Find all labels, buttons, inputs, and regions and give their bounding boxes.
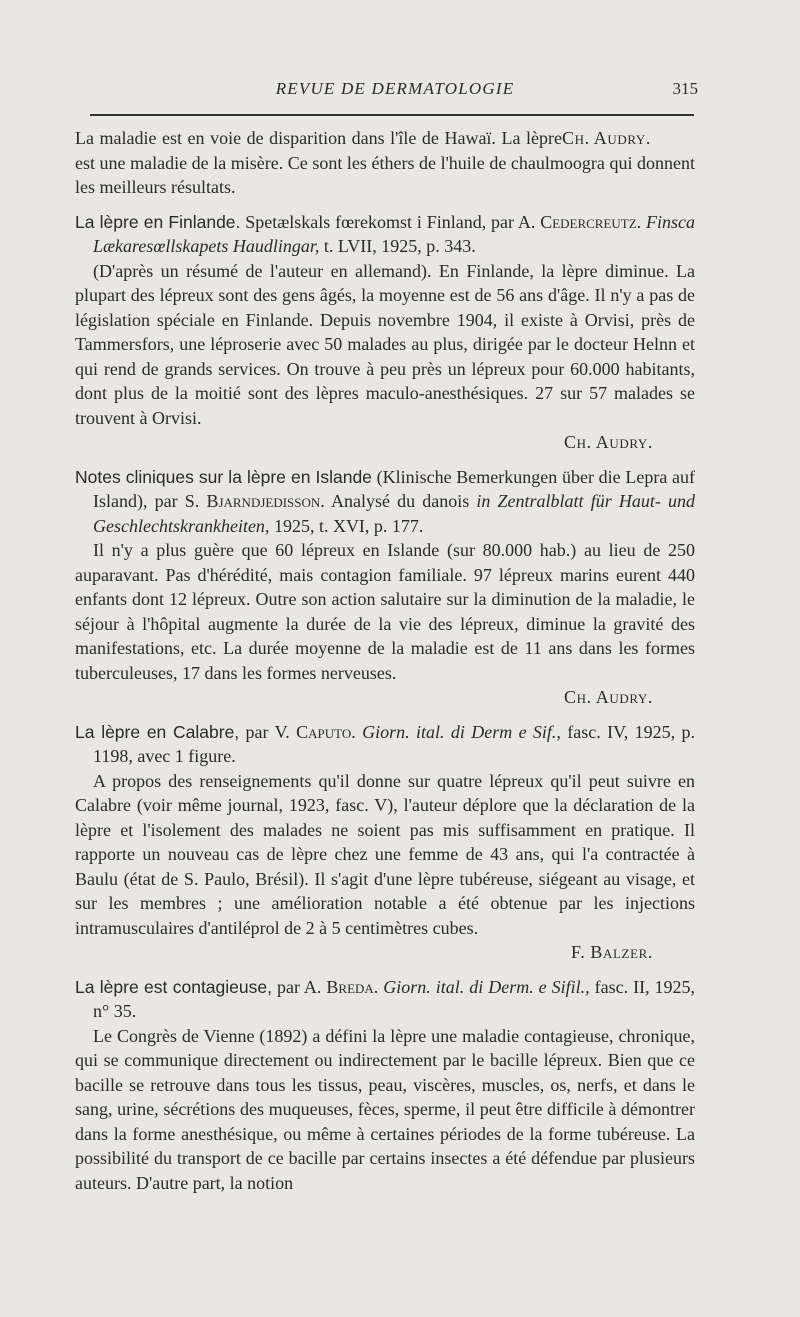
article-reference: Notes cliniques sur la lèpre en Islande (Klinische Bemerkungen über die Lepra auf Island), par S. Bjarndjedisson. Analysé du danois in Zentralblatt für Haut- und Geschlechtskrankheiten, 1925, t. XVI, p. 177. [75, 466, 695, 536]
article-reference: La lèpre en Calabre, par V. Caputo. Giorn. ital. di Derm e Sif., fasc. IV, 1925, p. 1198, avec 1 figure. [75, 721, 696, 766]
article-heading: La lèpre en Calabre, [75, 721, 240, 742]
article-body: Il n'y a plus guère que 60 lépreux en Islande (sur 80.000 hab.) au lieu de 250 auparavant. Pas d'hérédité, mais contagion familiale. 97 lépreux marins eurent 440 enfants dont 12 lépreux. Outre son action salutaire sur la diminution de la maladie, le séjour à l'hôpital augmente la durée de la vie des lépreux, diminue la gravité des manifestations, etc. La durée moyenne de la maladie est de 11 ans dans les formes tuberculeuses, 17 dans les formes nerveuses. [75, 540, 695, 683]
article-body: (D'après un résumé de l'auteur en allemand). En Finlande, la lèpre diminue. La plupart des lépreux sont des gens âgés, la moyenne est de 56 ans d'âge. Il n'y a pas de législation spéciale en Finlande. Depuis novembre 1904, il existe à Orvisi, près de Tammersfors, une léproserie avec 50 malades au plus, dirigée par le docteur Helnn et qui rend de grands services. On trouve à peu près un lépreux pour 60.000 habitants, dont plus de la moitié sont des lèpres maculo-anesthésiques. 27 sur 57 malades se trouvent à Orvisi. [75, 260, 695, 428]
article-author: F. Balzer. [571, 942, 653, 962]
intro-paragraph: Ch. Audry. La maladie est en voie de disparition dans l'île de Hawaï. La lèpre est une maladie de la misère. Ce sont les éthers de l'huile de chaulmoogra qui donnent les meilleurs résultats. [75, 128, 695, 197]
article-body: A propos des renseignements qu'il donne sur quatre lépreux qu'il peut suivre en Calabre (voir même journal, 1923, fasc. V), l'auteur déplore que la déclaration de la lèpre et l'isolement des malades ne soient pas mis suffisamment en pratique. Il rapporte un nouveau cas de lèpre chez une femme de 43 ans, qui l'a contractée à Baulu (état de S. Paulo, Brésil). Il s'agit d'une lèpre tubéreuse, siégeant au visage, et sur les membres ; une amélioration notable a été obtenue par les injections intramusculaires d'antiléprol de 2 à 5 centimètres cubes. [75, 770, 695, 938]
article-heading: La lèpre en Finlande. [75, 211, 241, 232]
page-number: 315 [672, 79, 698, 98]
intro-author: Ch. Audry. [561, 128, 651, 148]
article-author: Ch. Audry. [563, 687, 653, 707]
article-reference: La lèpre est contagieuse, par A. Breda. Giorn. ital. di Derm. e Sifil., fasc. II, 1925, n° 35. [75, 976, 696, 1021]
article-body: Le Congrès de Vienne (1892) a défini la lèpre une maladie contagieuse, chronique, qui se communique directement ou indirectement par le bacille lépreux. Bien que ce bacille se retrouve dans tous les tissus, peau, viscères, muscles, os, nerfs, et dans le sang, urine, sécrétions des muqueuses, fèces, sperme, il peut être difficile à démontrer dans la forme anesthésique, ou même à certaines périodes de la forme tubéreuse. La possibilité du transport de ce bacille par certains insectes a été défendue par plusieurs auteurs. D'autre part, la notion [75, 1025, 695, 1193]
article-reference: La lèpre en Finlande. Spetælskals fœrekomst i Finland, par A. Cedercreutz. Finsca Lækaresœllskapets Haudlingar, t. LVII, 1925, p. 343. [75, 211, 696, 256]
header-rule [90, 114, 694, 116]
body-text [75, 126, 695, 1195]
article-heading: Notes cliniques sur la lèpre en Islande [75, 466, 372, 487]
article-author: Ch. Audry. [563, 432, 653, 452]
running-header-title: REVUE DE DERMATOLOGIE [275, 79, 515, 98]
article-heading: La lèpre est contagieuse, [75, 976, 272, 997]
